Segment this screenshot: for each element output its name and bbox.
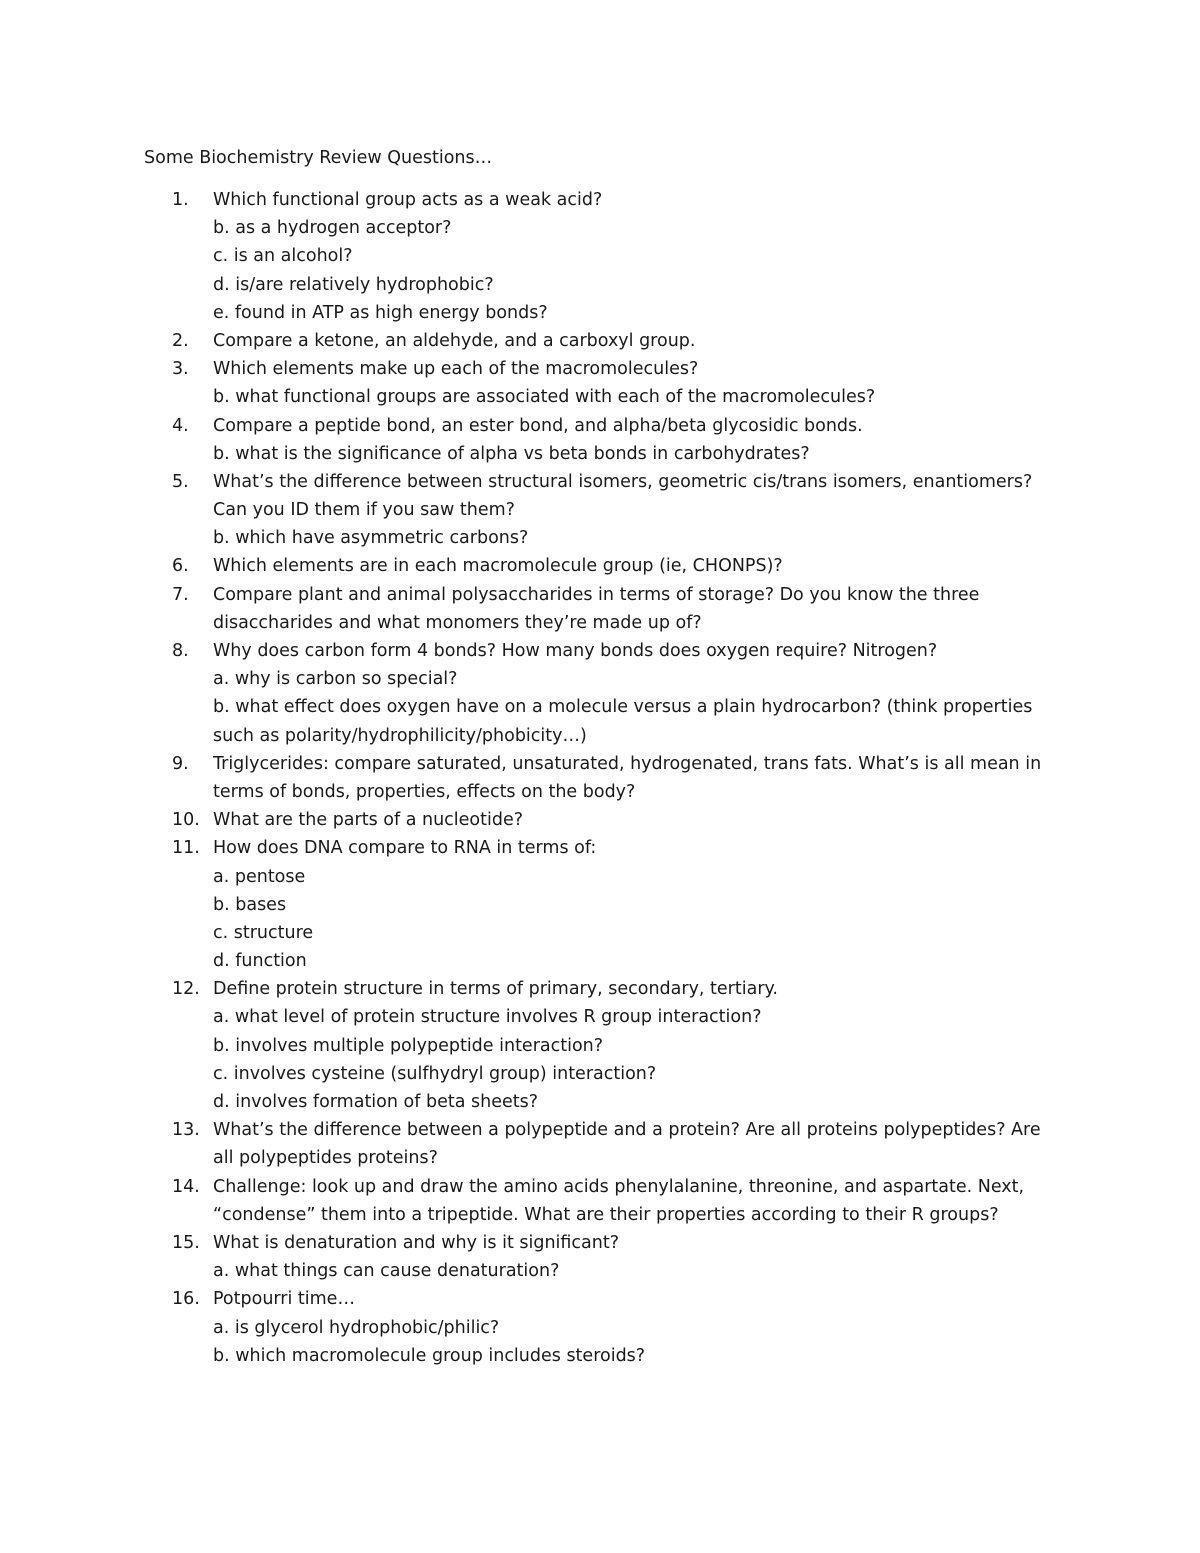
sub-question-text: b. which have asymmetric carbons? — [213, 528, 529, 549]
question-text: What’s the difference between a polypeptide and a protein? Are all proteins polypeptides? Are — [213, 1120, 1041, 1141]
question-line — [0, 1173, 1200, 1201]
sub-question-text: “condense” them into a tripeptide. What are their properties according to their R groups? — [213, 1204, 999, 1225]
question-line — [0, 242, 1200, 270]
question-line — [0, 383, 1200, 411]
question-item — [0, 637, 1200, 750]
question-item — [0, 1229, 1200, 1285]
question-text: What is denaturation and why is it significant? — [213, 1232, 620, 1253]
question-line — [0, 834, 1200, 862]
sub-question-text: a. is glycerol hydrophobic/philic? — [213, 1317, 500, 1338]
question-line — [0, 524, 1200, 552]
question-line — [0, 271, 1200, 299]
question-line — [0, 609, 1200, 637]
question-line — [0, 1032, 1200, 1060]
question-item — [0, 186, 1200, 327]
question-item — [0, 468, 1200, 553]
question-text: Which elements make up each of the macromolecules? — [213, 359, 699, 380]
question-line — [0, 327, 1200, 355]
question-line — [0, 1285, 1200, 1313]
question-line — [0, 440, 1200, 468]
question-item — [0, 750, 1200, 806]
question-item — [0, 1285, 1200, 1370]
sub-question-text: c. is an alcohol? — [213, 246, 353, 267]
sub-question-text: b. bases — [213, 894, 287, 915]
question-line — [0, 1144, 1200, 1172]
sub-question-text: a. what things can cause denaturation? — [213, 1261, 560, 1282]
question-line — [0, 1229, 1200, 1257]
question-number: 15. — [172, 1232, 200, 1253]
question-number: 11. — [172, 838, 200, 859]
question-line — [0, 637, 1200, 665]
page-title: Some Biochemistry Review Questions… — [144, 148, 493, 168]
question-item — [0, 834, 1200, 975]
question-number: 5. — [172, 471, 189, 492]
question-line — [0, 186, 1200, 214]
question-text: Compare a peptide bond, an ester bond, and alpha/beta glycosidic bonds. — [213, 415, 863, 436]
question-item — [0, 806, 1200, 834]
question-text: What are the parts of a nucleotide? — [213, 810, 524, 831]
question-number: 4. — [172, 415, 189, 436]
sub-question-text: c. involves cysteine (sulfhydryl group) interaction? — [213, 1063, 657, 1084]
question-number: 2. — [172, 330, 189, 351]
question-line — [0, 1342, 1200, 1370]
sub-question-text: c. structure — [213, 922, 314, 943]
question-number: 9. — [172, 753, 189, 774]
sub-question-text: all polypeptides proteins? — [213, 1148, 438, 1169]
question-line — [0, 1060, 1200, 1088]
question-text: Why does carbon form 4 bonds? How many bonds does oxygen require? Nitrogen? — [213, 641, 938, 661]
question-line — [0, 947, 1200, 975]
sub-question-text: b. involves multiple polypeptide interaction? — [213, 1035, 604, 1056]
question-number: 12. — [172, 979, 200, 1000]
question-number: 3. — [172, 359, 189, 380]
sub-question-text: Can you ID them if you saw them? — [213, 500, 515, 521]
question-number: 7. — [172, 584, 189, 605]
question-item — [0, 1173, 1200, 1229]
question-number: 1. — [172, 190, 189, 210]
question-number: 6. — [172, 556, 189, 577]
question-line — [0, 778, 1200, 806]
question-number: 14. — [172, 1176, 200, 1197]
question-text: Which elements are in each macromolecule group (ie, CHONPS)? — [213, 556, 783, 577]
question-text: Compare a ketone, an aldehyde, and a carboxyl group. — [213, 330, 696, 351]
sub-question-text: d. is/are relatively hydrophobic? — [213, 274, 494, 295]
question-text: Potpourri time… — [213, 1289, 355, 1310]
question-number: 8. — [172, 641, 189, 661]
question-item — [0, 581, 1200, 637]
question-number: 16. — [172, 1289, 200, 1310]
question-line — [0, 722, 1200, 750]
question-line — [0, 299, 1200, 327]
question-line — [0, 891, 1200, 919]
question-text: Compare plant and animal polysaccharides in terms of storage? Do you know the three — [213, 584, 980, 605]
question-line — [0, 693, 1200, 721]
question-line — [0, 581, 1200, 609]
question-line — [0, 412, 1200, 440]
question-line — [0, 806, 1200, 834]
sub-question-text: a. why is carbon so special? — [213, 669, 458, 690]
question-text: Triglycerides: compare saturated, unsaturated, hydrogenated, trans fats. What’s is all mean in — [213, 753, 1042, 774]
question-line — [0, 919, 1200, 947]
sub-question-text: b. as a hydrogen acceptor? — [213, 218, 452, 239]
question-line — [0, 750, 1200, 778]
sub-question-text: e. found in ATP as high energy bonds? — [213, 302, 548, 323]
question-line — [0, 1003, 1200, 1031]
question-item — [0, 552, 1200, 580]
question-line — [0, 1116, 1200, 1144]
sub-question-text: disaccharides and what monomers they’re made up of? — [213, 612, 702, 633]
sub-question-text: b. what is the significance of alpha vs beta bonds in carbohydrates? — [213, 443, 810, 464]
question-item — [0, 975, 1200, 1116]
question-text: What’s the difference between structural isomers, geometric cis/trans isomers, enantiomers? — [213, 471, 1033, 492]
question-line — [0, 355, 1200, 383]
sub-question-text: b. which macromolecule group includes steroids? — [213, 1345, 646, 1366]
question-line — [0, 1088, 1200, 1116]
question-line — [0, 1257, 1200, 1285]
question-item — [0, 412, 1200, 468]
question-line — [0, 1201, 1200, 1229]
sub-question-text: such as polarity/hydrophilicity/phobicity…) — [213, 725, 587, 746]
question-line — [0, 975, 1200, 1003]
sub-question-text: terms of bonds, properties, effects on the body? — [213, 781, 636, 802]
question-text: Which functional group acts as a weak acid? — [213, 190, 603, 210]
sub-question-text: a. pentose — [213, 866, 306, 887]
question-line — [0, 1314, 1200, 1342]
question-number: 10. — [172, 810, 200, 831]
sub-question-text: b. what functional groups are associated with each of the macromolecules? — [213, 387, 876, 408]
question-line — [0, 468, 1200, 496]
question-list — [0, 186, 1200, 1370]
question-item — [0, 327, 1200, 355]
sub-question-text: b. what effect does oxygen have on a molecule versus a plain hydrocarbon? (think properties — [213, 697, 1033, 718]
question-line — [0, 552, 1200, 580]
sub-question-text: a. what level of protein structure involves R group interaction? — [213, 1007, 762, 1028]
sub-question-text: d. function — [213, 951, 307, 972]
question-line — [0, 665, 1200, 693]
question-line — [0, 214, 1200, 242]
question-line — [0, 496, 1200, 524]
question-text: How does DNA compare to RNA in terms of: — [213, 838, 597, 859]
question-item — [0, 1116, 1200, 1172]
question-text: Define protein structure in terms of primary, secondary, tertiary. — [213, 979, 778, 1000]
question-item — [0, 355, 1200, 411]
question-line — [0, 863, 1200, 891]
question-text: Challenge: look up and draw the amino acids phenylalanine, threonine, and aspartate. Next, — [213, 1176, 1025, 1197]
question-number: 13. — [172, 1120, 200, 1141]
sub-question-text: d. involves formation of beta sheets? — [213, 1092, 538, 1112]
